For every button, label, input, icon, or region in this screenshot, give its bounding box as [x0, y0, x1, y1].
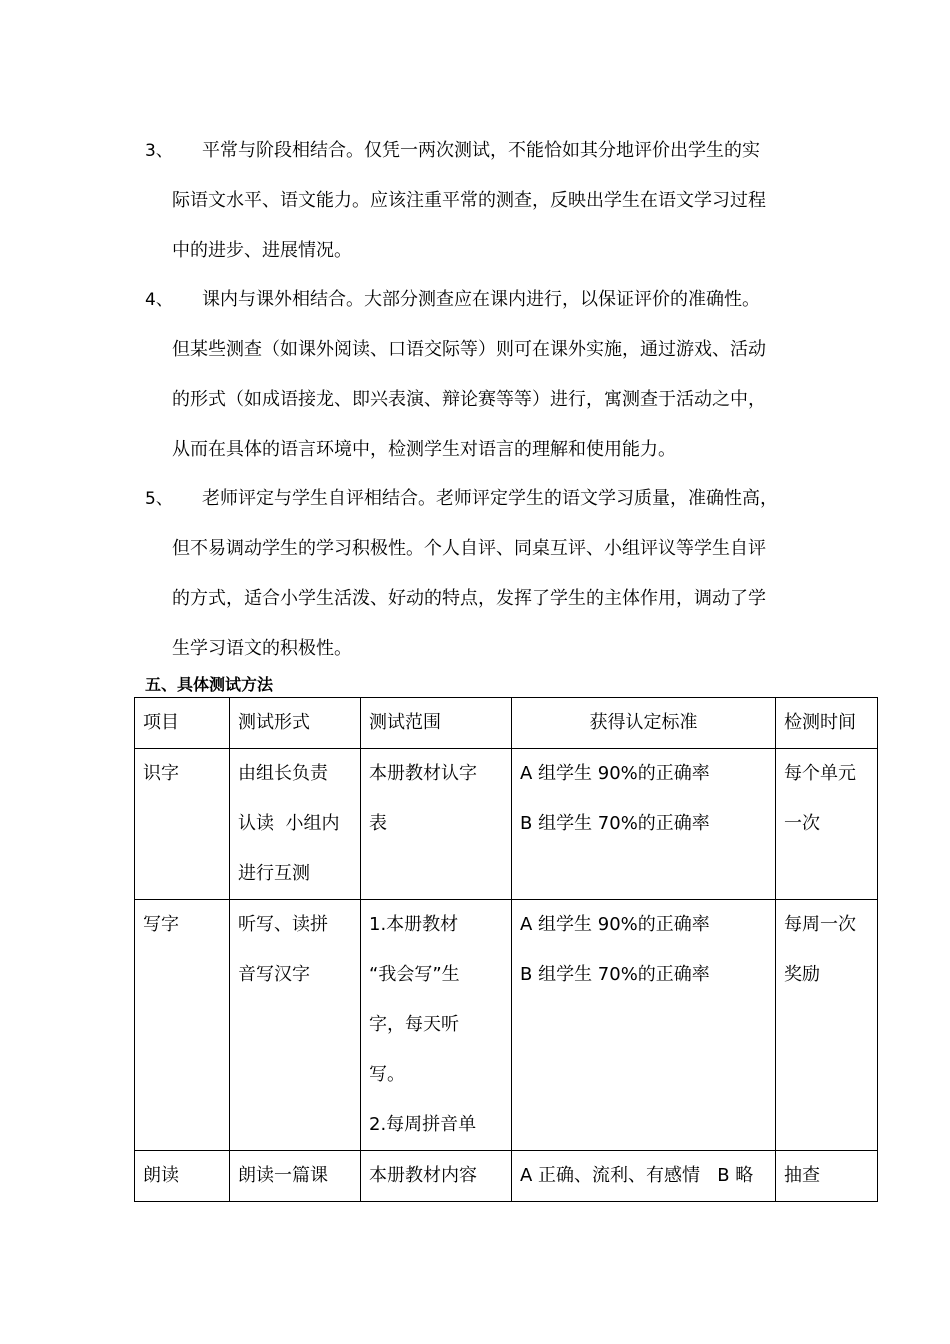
paragraph-line: 平常与阶段相结合。仅凭一两次测试，不能恰如其分地评价出学生的实: [202, 140, 760, 161]
table-cell: A 组学生 90%的正确率 B 组学生 70%的正确率: [512, 749, 776, 900]
table-cell: A 组学生 90%的正确率 B 组学生 70%的正确率: [512, 900, 776, 1151]
table-row: [135, 1151, 878, 1202]
table-cell: 每周一次 奖励: [776, 900, 878, 1151]
table-cell: 听写、读拼 音写汉字: [230, 900, 361, 1151]
paragraph-line: 但某些测查（如课外阅读、口语交际等）则可在课外实施，通过游戏、活动: [172, 339, 766, 360]
table-cell: 本册教材内容: [361, 1151, 512, 1202]
table-cell: 由组长负责 认读 小组内 进行互测: [230, 749, 361, 900]
paragraph-line: 课内与课外相结合。大部分测查应在课内进行，以保证评价的准确性。: [202, 289, 760, 310]
table-cell: 抽查: [776, 1151, 878, 1202]
table-cell: 每个单元 一次: [776, 749, 878, 900]
table-cell: 写字: [135, 900, 230, 1151]
paragraph-line: 但不易调动学生的学习积极性。个人自评、同桌互评、小组评议等学生自评: [172, 538, 766, 559]
paragraph-line: 中的进步、进展情况。: [172, 240, 352, 261]
header-cell: 检测时间: [776, 698, 878, 749]
header-cell: 项目: [135, 698, 230, 749]
table-cell: 朗读一篇课: [230, 1151, 361, 1202]
table-cell: 识字: [135, 749, 230, 900]
header-cell: 测试形式: [230, 698, 361, 749]
paragraph-line: 生学习语文的积极性。: [172, 638, 352, 659]
paragraph-line: 际语文水平、语文能力。应该注重平常的测查，反映出学生在语文学习过程: [172, 190, 766, 211]
paragraph-line: 的方式，适合小学生活泼、好动的特点，发挥了学生的主体作用，调动了学: [172, 588, 766, 609]
item-number: 5、: [145, 489, 173, 509]
table-header-row: [135, 698, 878, 749]
header-cell: 测试范围: [361, 698, 512, 749]
header-cell: 获得认定标准: [512, 698, 776, 749]
table-row: [135, 749, 878, 900]
table-row: [135, 900, 878, 1151]
table-cell: 本册教材认字 表: [361, 749, 512, 900]
section-heading: 五、具体测试方法: [145, 675, 274, 694]
list-item-5: [145, 474, 825, 674]
table-cell: A 正确、流利、有感情 B 略: [512, 1151, 776, 1202]
paragraph-line: 老师评定与学生自评相结合。老师评定学生的语文学习质量，准确性高，: [202, 488, 778, 509]
list-item-3: [145, 126, 825, 276]
table-cell: 朗读: [135, 1151, 230, 1202]
paragraph-line: 的形式（如成语接龙、即兴表演、辩论赛等等）进行，寓测查于活动之中，: [172, 389, 766, 410]
list-item-4: [145, 275, 825, 475]
test-methods-table: [134, 697, 878, 1202]
paragraph-line: 从而在具体的语言环境中，检测学生对语言的理解和使用能力。: [172, 439, 676, 460]
table-cell: 1.本册教材 “我会写”生 字，每天听 写。 2.每周拼音单: [361, 900, 512, 1151]
item-number: 3、: [145, 141, 173, 161]
item-number: 4、: [145, 290, 173, 310]
